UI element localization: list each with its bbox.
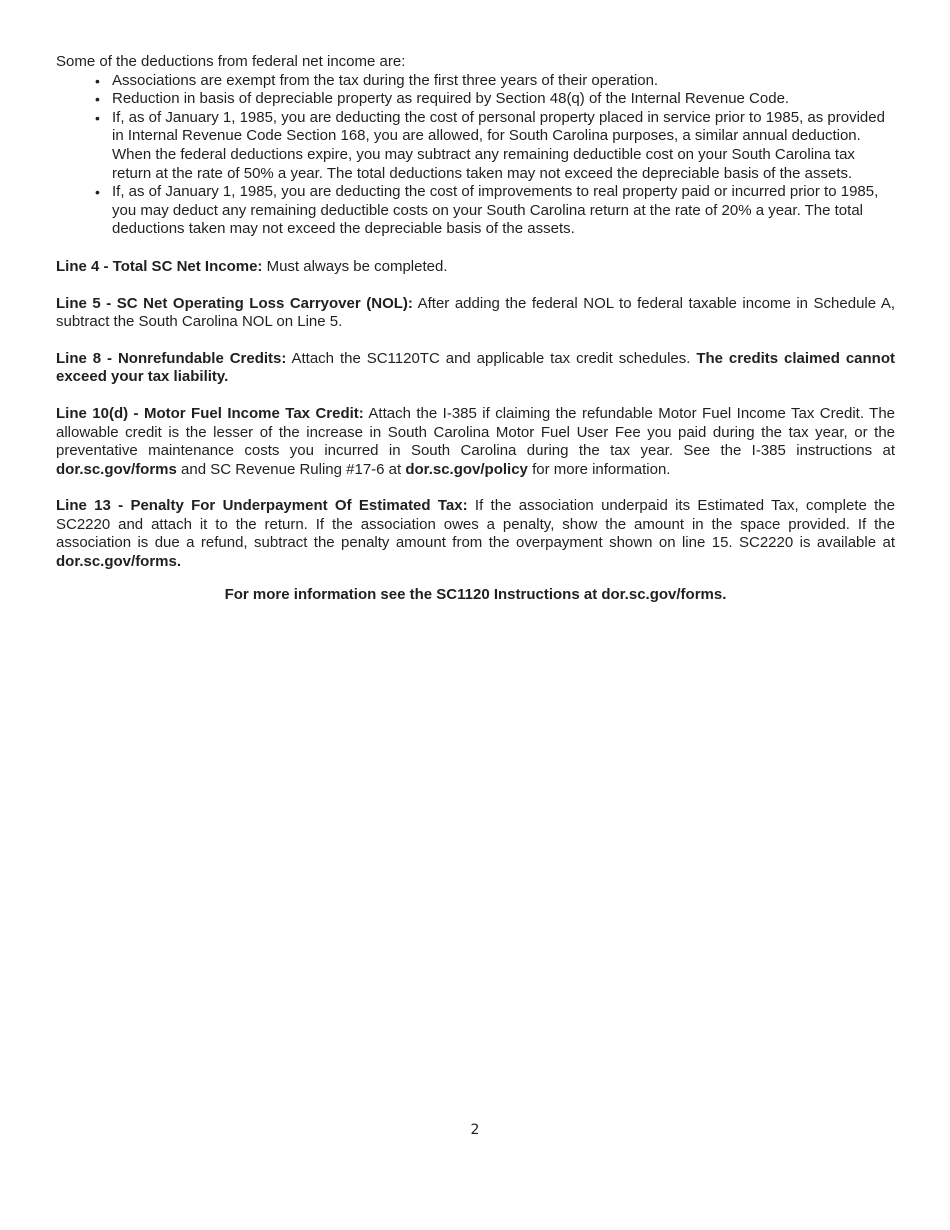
list-item-text: Reduction in basis of depreciable property as required by Section 48(q) of the Internal Revenue Code. xyxy=(112,90,790,108)
closing-note: For more information see the SC1120 Instructions at dor.sc.gov/forms. xyxy=(224,585,727,603)
line-10d-text: Attach the I-385 if claiming the refundable Motor Fuel Income Tax Credit. The allowable credit is the lesser of the increase in South Carolina Motor Fuel User Fee you paid during the tax year, or the preventative maintenance costs you incurred in South Carolina during the tax year. See the I-385 instructions at xyxy=(56,404,895,460)
deductions-intro: Some of the deductions from federal net income are: xyxy=(56,53,406,70)
line-13-section xyxy=(56,497,895,571)
line-8-section xyxy=(56,350,895,387)
line-5-heading: Line 5 - SC Net Operating Loss Carryover (NOL): xyxy=(56,294,413,312)
line-10d-text-2: and SC Revenue Ruling #17-6 at xyxy=(176,460,406,478)
line-8-warning: The credits claimed cannot exceed your tax liability. xyxy=(56,349,896,386)
list-item xyxy=(95,71,895,91)
bullet-icon: • xyxy=(95,72,100,89)
policy-link[interactable]: dor.sc.gov/policy xyxy=(405,460,528,478)
list-item-text: If, as of January 1, 1985, you are deducting the cost of improvements to real property paid or incurred prior to 1985, you may deduct any remaining deductible costs on your South Carolina return at the rate of 20% a year. The total deductions taken may not exceed the depreciable basis of the assets. xyxy=(112,183,879,238)
forms-link[interactable]: dor.sc.gov/forms xyxy=(56,460,177,478)
line-10d-section xyxy=(56,405,895,479)
line-10d-heading: Line 10(d) - Motor Fuel Income Tax Credit: xyxy=(56,404,364,422)
line-10d-text-3: for more information. xyxy=(527,460,671,478)
list-item xyxy=(95,183,895,239)
list-item xyxy=(95,90,895,109)
list-item-text: Associations are exempt from the tax during the first three years of their operation. xyxy=(112,71,659,89)
bullet-icon: • xyxy=(95,184,100,201)
line-8-text: Attach the SC1120TC and applicable tax credit schedules. xyxy=(286,349,697,367)
line-4-text: Must always be completed. xyxy=(262,257,448,275)
bullet-icon: • xyxy=(95,91,100,108)
deductions-list xyxy=(56,72,895,239)
sc2220-forms-link[interactable]: dor.sc.gov/forms. xyxy=(56,553,182,571)
line-13-text: If the association underpaid its Estimated Tax, complete the SC2220 and attach it to the return. If the association owes a penalty, show the amount in the space provided. If the association is due a refund, subtract the penalty amount from the overpayment shown on line 15. SC2220 is available at xyxy=(56,497,895,552)
list-item-text: If, as of January 1, 1985, you are deducting the cost of personal property placed in service prior to 1985, as provided in Internal Revenue Code Section 168, you are allowed, for South Carolina purposes, a similar annual deduction. When the federal deductions expire, you may subtract any remaining deductible cost on your South Carolina tax return at the rate of 50% a year. The total deductions taken may not exceed the depreciable basis of the assets. xyxy=(112,108,885,182)
document-page xyxy=(56,53,895,604)
line-5-text: After adding the federal NOL to federal taxable income in Schedule A, subtract the South Carolina NOL on Line 5. xyxy=(56,294,895,331)
line-13-heading: Line 13 - Penalty For Underpayment Of Estimated Tax: xyxy=(56,497,468,515)
bullet-icon: • xyxy=(95,109,100,126)
line-5-section xyxy=(56,295,895,332)
page-number: 2 xyxy=(470,1122,480,1138)
list-item xyxy=(95,108,895,183)
line-4-section xyxy=(56,258,895,277)
line-4-heading: Line 4 - Total SC Net Income: xyxy=(56,257,263,275)
line-8-heading: Line 8 - Nonrefundable Credits: xyxy=(56,349,287,367)
